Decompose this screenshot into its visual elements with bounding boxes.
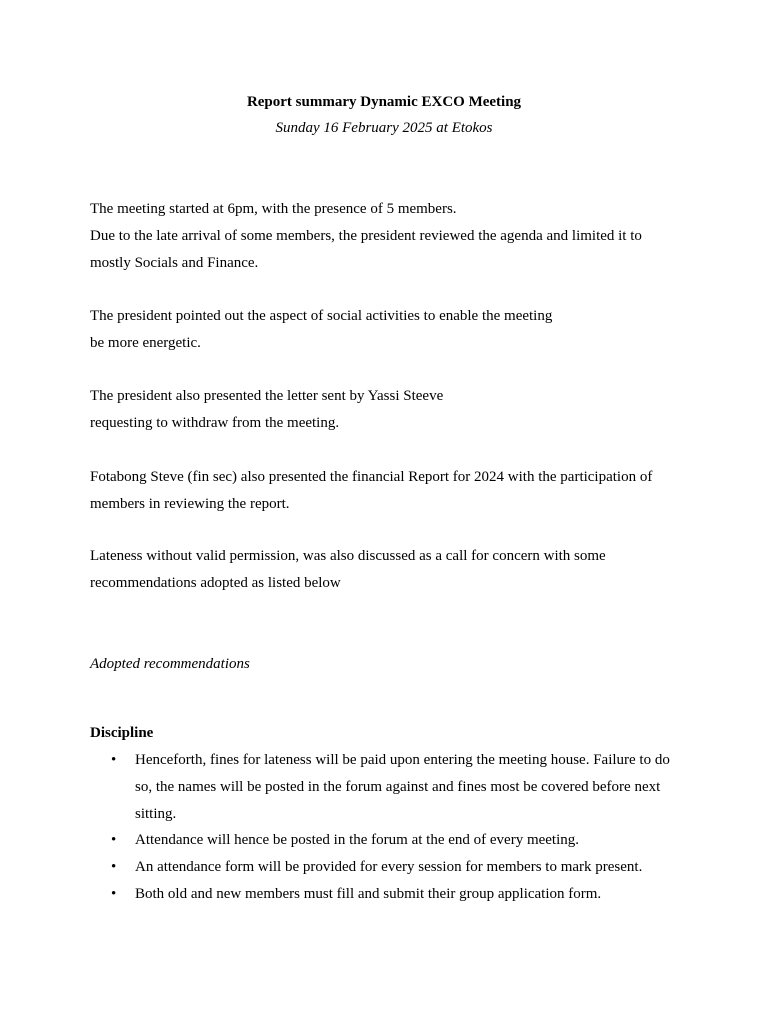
report-subtitle: Sunday 16 February 2025 at Etokos: [275, 120, 493, 136]
paragraph-line: recommendations adopted as listed below: [90, 574, 341, 591]
paragraph-line: Lateness without valid permission, was also discussed as a call for concern with some: [90, 548, 606, 564]
paragraph-line: members in reviewing the report.: [90, 495, 290, 512]
list-item-line: Attendance will hence be posted in the forum at the end of every meeting.: [135, 832, 580, 849]
list-item-line: Henceforth, fines for lateness will be paid upon entering the meeting house. Failure to do: [135, 752, 670, 768]
paragraph-meeting-start: [90, 196, 690, 276]
list-item: [90, 827, 690, 854]
list-item-line: sitting.: [135, 805, 177, 822]
list-item: [90, 854, 690, 881]
paragraph-lateness: [90, 543, 690, 597]
report-title: Report summary Dynamic EXCO Meeting: [246, 94, 522, 110]
list-item-line: so, the names will be posted in the forum against and fines most be covered before next: [135, 778, 661, 795]
paragraph-line: The president also presented the letter sent by Yassi Steeve: [90, 388, 444, 404]
paragraph-line: Fotabong Steve (fin sec) also presented the financial Report for 2024 with the participation of: [90, 469, 653, 485]
bullet-icon: •: [111, 832, 117, 849]
list-item-line: An attendance form will be provided for every session for members to mark present.: [135, 859, 643, 876]
recommendations-heading: Adopted recommendations: [90, 656, 250, 672]
bullet-icon: •: [111, 885, 117, 902]
paragraph-line: mostly Socials and Finance.: [90, 254, 259, 271]
paragraph-social-activities: [90, 303, 690, 357]
paragraph-financial-report: [90, 464, 690, 518]
discipline-list: [90, 747, 690, 908]
list-item-line: Both old and new members must fill and submit their group application form.: [135, 885, 602, 902]
bullet-icon: •: [111, 859, 117, 876]
list-item: [90, 881, 690, 908]
paragraph-withdrawal-letter: [90, 383, 690, 437]
paragraph-line: requesting to withdraw from the meeting.: [90, 414, 340, 431]
discipline-heading: Discipline: [90, 725, 154, 741]
paragraph-line: Due to the late arrival of some members, the president reviewed the agenda and limited it to: [90, 227, 642, 244]
list-item: [90, 747, 690, 827]
paragraph-line: be more energetic.: [90, 334, 201, 351]
paragraph-line: The meeting started at 6pm, with the presence of 5 members.: [90, 201, 457, 217]
bullet-icon: •: [111, 752, 117, 768]
paragraph-line: The president pointed out the aspect of social activities to enable the meeting: [90, 308, 553, 324]
